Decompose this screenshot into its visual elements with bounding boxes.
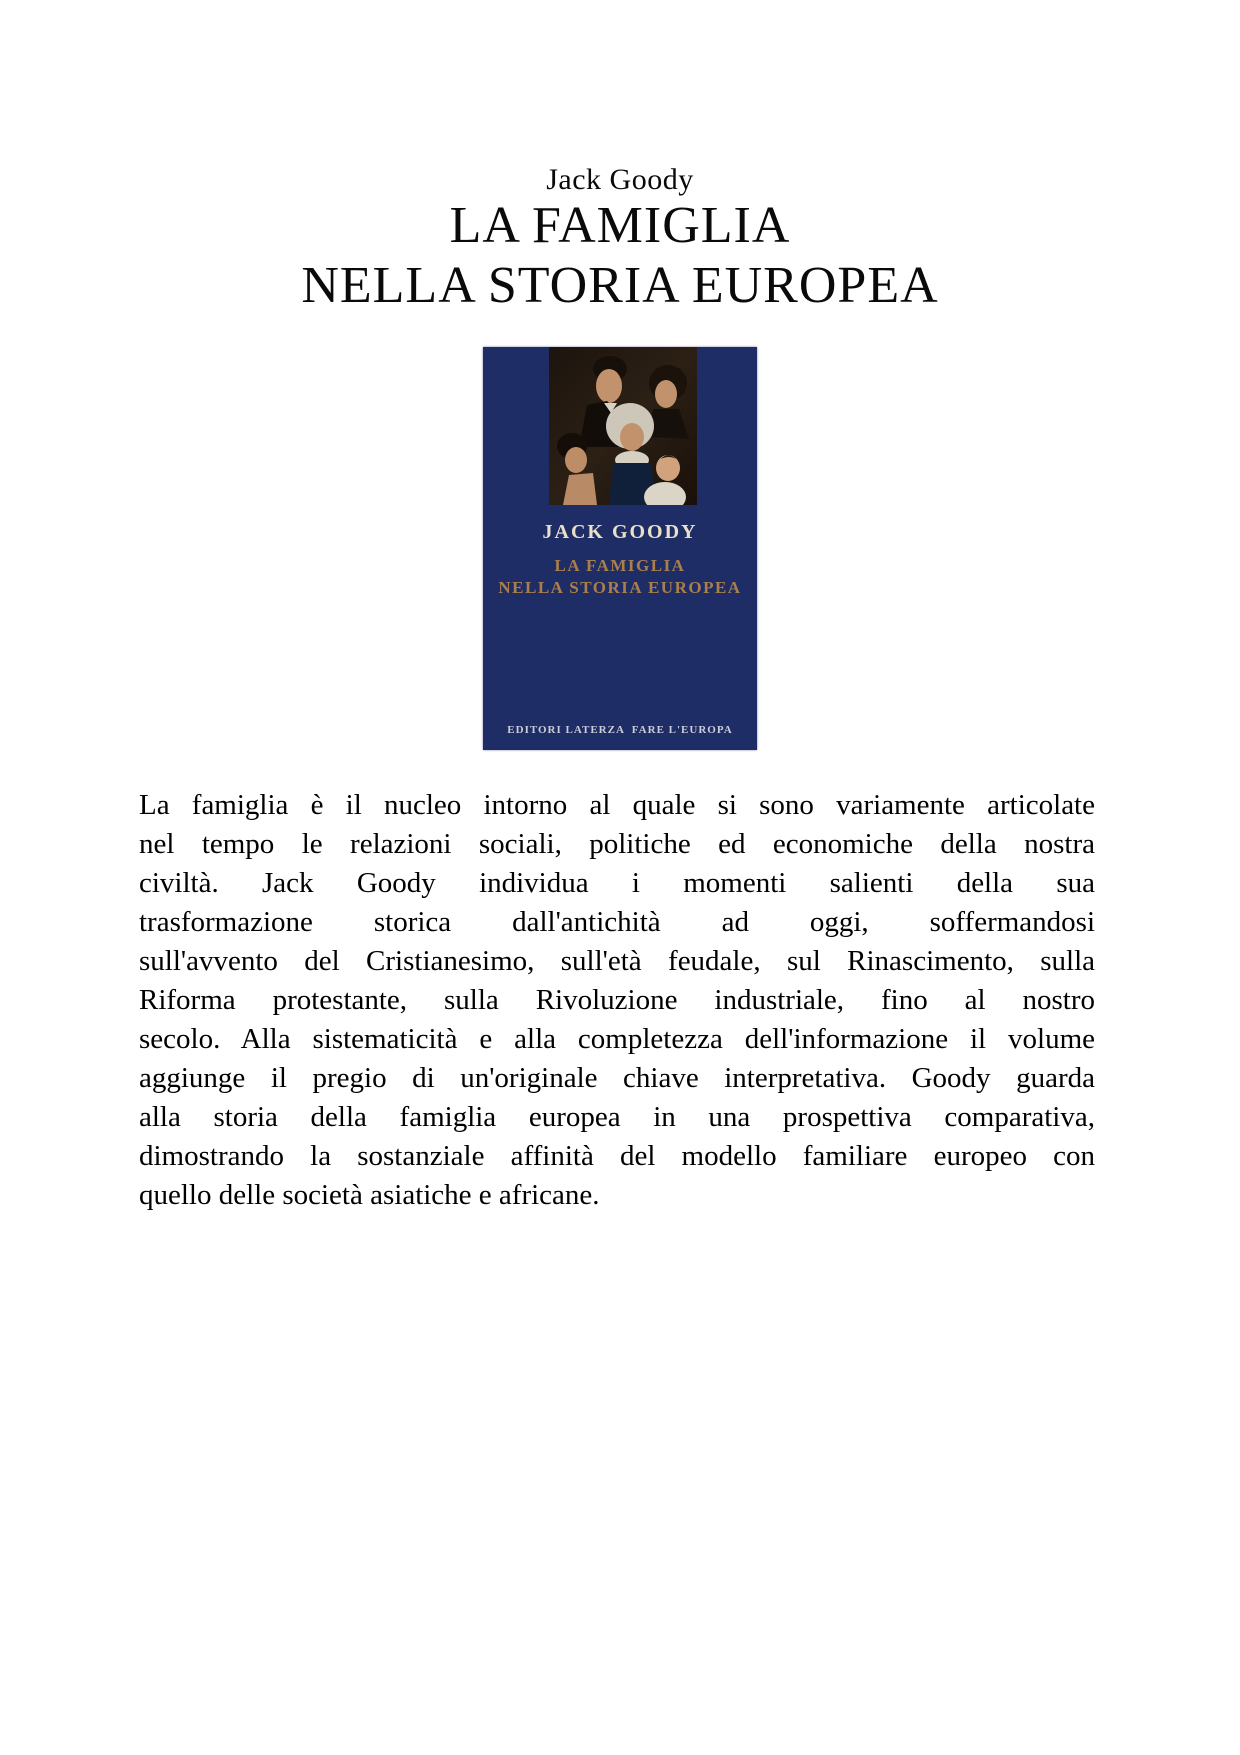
page-title-line-1: LA FAMIGLIA	[449, 197, 791, 254]
family-portrait-painting-svg	[549, 347, 697, 505]
blurb-line: aggiunge il pregio di un'originale chiave interpretativa. Goody guarda	[139, 1062, 1095, 1094]
cover-title-line-1: LA FAMIGLIA	[554, 556, 686, 575]
blurb-line: civiltà. Jack Goody individua i momenti salienti della sua	[139, 867, 1095, 899]
cover-title	[483, 555, 757, 599]
blurb	[139, 786, 1095, 1215]
blurb-line: La famiglia è il nucleo intorno al quale si sono variamente articolate	[139, 789, 1095, 821]
blurb-line: Riforma protestante, sulla Rivoluzione industriale, fino al nostro	[139, 984, 1095, 1016]
blurb-line: alla storia della famiglia europea in una prospettiva comparativa,	[139, 1101, 1095, 1133]
cover-title-line-2: NELLA STORIA EUROPEA	[498, 578, 742, 597]
blurb-line: nel tempo le relazioni sociali, politiche ed economiche della nostra	[139, 828, 1095, 860]
page-title	[0, 196, 1240, 316]
book-cover	[483, 347, 757, 750]
page-author: Jack Goody	[546, 163, 694, 196]
blurb-line: sull'avvento del Cristianesimo, sull'età feudale, sul Rinascimento, sulla	[139, 945, 1095, 977]
cover-publisher: EDITORI LATERZA FARE L'EUROPA	[507, 724, 733, 736]
blurb-line: quello delle società asiatiche e africane.	[139, 1179, 600, 1211]
cover-author: JACK GOODY	[542, 521, 698, 543]
blurb-line: dimostrando la sostanziale affinità del modello familiare europeo con	[139, 1140, 1095, 1172]
blurb-line: trasformazione storica dall'antichità ad oggi, soffermandosi	[139, 906, 1095, 938]
blurb-line: secolo. Alla sistematicità e alla completezza dell'informazione il volume	[139, 1023, 1095, 1055]
page-title-line-2: NELLA STORIA EUROPEA	[301, 257, 939, 314]
family-portrait-image	[549, 347, 697, 505]
